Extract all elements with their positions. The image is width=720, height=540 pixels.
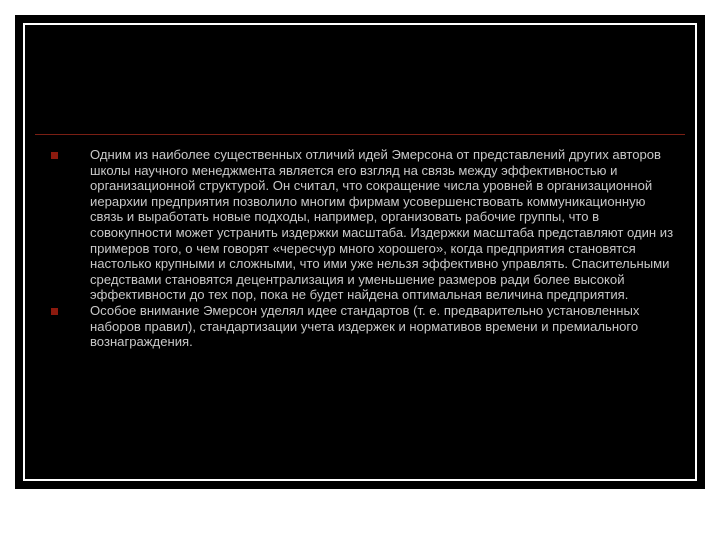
square-bullet-icon: [51, 308, 58, 315]
bullet-text-2: Особое внимание Эмерсон уделял идее стандартов (т. е. предварительно установленных наборов правил), стандартизации учета издержек и нормативов времени и премиального вознаграждения.: [90, 302, 640, 350]
slide-content: [50, 147, 678, 350]
bullet-text-1: Одним из наиболее существенных отличий идей Эмерсона от представлений других авторов школы научного менеджмента является его взгляд на связь между эффективностью и организационной структурой. Он считал, что сокращение числа уровней в организационной иерархии предприятия позволило многим фирмам усовершенствовать коммуникационную связь и выработать новые подходы, например, организовать рабочие группы, что в совокупности может устранить издержки масштаба. Издержки масштаба представляют один из примеров того, о чем говорят «чересчур много хорошего», когда предприятия становятся настолько крупными и сложными, что ими уже нельзя эффективно управлять. Спасительными средствами становятся децентрализация и уменьшение размеров ради более высокой эффективности до тех пор, пока не будет найдена оптимальная величина предприятия.: [90, 147, 674, 303]
square-bullet-icon: [51, 152, 58, 159]
title-divider: [35, 134, 685, 135]
slide: [15, 15, 705, 489]
bullet-item-2: [50, 303, 678, 350]
bullet-item-1: [50, 147, 678, 303]
